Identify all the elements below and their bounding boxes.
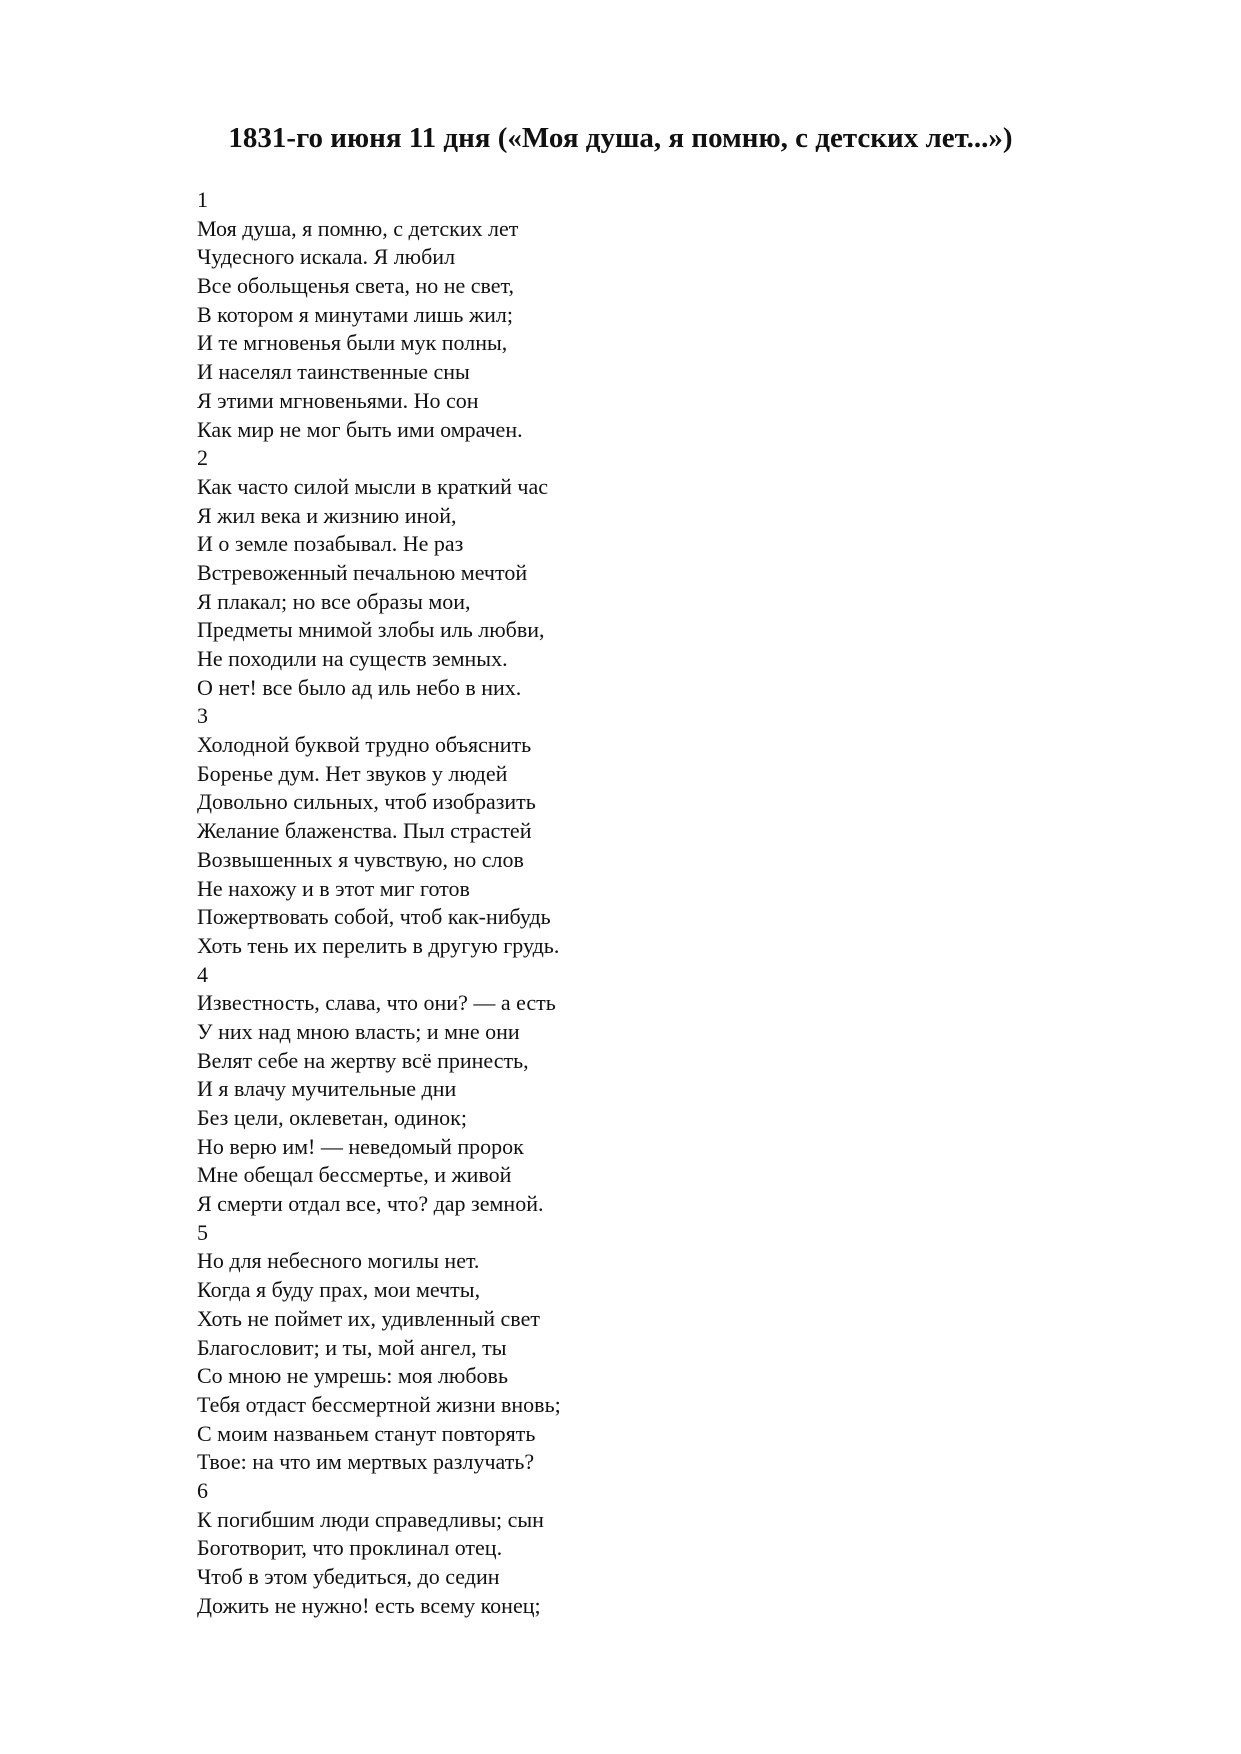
document-title: 1831-го июня 11 дня («Моя душа, я помню, с детских лет...») (228, 122, 1013, 154)
poem-line: Боготворит, что проклинал отец. (197, 1535, 503, 1561)
stanza-number: 4 (197, 961, 208, 987)
poem-line: Велят себе на жертву всё принесть, (197, 1047, 529, 1073)
stanza-number: 6 (197, 1477, 208, 1503)
stanza-number: 5 (197, 1219, 208, 1245)
poem-line: Чудесного искала. Я любил (197, 244, 456, 270)
poem-line: Когда я буду прах, мои мечты, (197, 1277, 481, 1303)
poem-line: Мне обещал бессмертье, и живой (197, 1162, 512, 1188)
poem-line: Как часто силой мысли в краткий час (197, 473, 548, 499)
poem-line: Я этими мгновеньями. Но сон (197, 387, 479, 413)
poem-line: Не походили на существ земных. (197, 646, 508, 671)
poem-line: В котором я минутами лишь жил; (197, 301, 514, 327)
poem-line: У них над мною власть; и мне они (197, 1018, 520, 1044)
poem-line: Довольно сильных, чтоб изобразить (197, 789, 536, 815)
poem-line: Желание блаженства. Пыл страстей (197, 818, 532, 844)
poem-body (197, 186, 1097, 1620)
poem-line: Холодной буквой трудно объяснить (197, 732, 532, 758)
poem-line: Все обольщенья света, но не свет, (197, 273, 515, 299)
poem-line: Я жил века и жизнию иной, (197, 502, 457, 528)
poem-line: К погибшим люди справедливы; сын (197, 1506, 544, 1532)
poem-line: Но для небесного могилы нет. (197, 1248, 480, 1274)
poem-line: С моим названьем станут повторять (197, 1420, 536, 1446)
poem-line: Твое: на что им мертвых разлучать? (197, 1449, 535, 1475)
poem-line: Чтоб в этом убедиться, до седин (197, 1564, 500, 1589)
poem-line: Я смерти отдал все, что? дар земной. (197, 1191, 544, 1217)
stanza-number: 1 (197, 187, 208, 212)
poem-line: И те мгновенья были мук полны, (197, 330, 508, 356)
poem-line: Не нахожу и в этот миг готов (197, 875, 470, 901)
poem-line: Дожить не нужно! есть всему конец; (197, 1592, 541, 1618)
poem-line: Встревоженный печальною мечтой (197, 559, 528, 585)
poem-line: Боренье дум. Нет звуков у людей (197, 760, 508, 786)
poem-line: О нет! все было ад иль небо в них. (197, 674, 522, 700)
poem-line: Благословит; и ты, мой ангел, ты (197, 1334, 507, 1360)
poem-line: Возвышенных я чувствую, но слов (197, 846, 524, 872)
poem-line: Известность, слава, что они? — а есть (197, 990, 556, 1016)
poem-line: Я плакал; но все образы мои, (197, 588, 471, 614)
poem-line: Предметы мнимой злобы иль любви, (197, 617, 545, 643)
poem-line: Пожертвовать собой, чтоб как-нибудь (197, 904, 551, 930)
poem-line: Хоть не поймет их, удивленный свет (197, 1305, 540, 1331)
stanza-number: 3 (197, 703, 208, 729)
poem-line: Как мир не мог быть ими омрачен. (197, 416, 523, 442)
poem-line: Но верю им! — неведомый пророк (197, 1133, 524, 1159)
poem-line: Хоть тень их перелить в другую грудь. (197, 932, 560, 958)
poem-line: И населял таинственные сны (197, 359, 470, 385)
poem-line: И о земле позабывал. Не раз (197, 531, 464, 557)
poem-line: Без цели, оклеветан, одинок; (197, 1105, 467, 1130)
poem-line: И я влачу мучительные дни (197, 1076, 457, 1102)
poem-line: Моя душа, я помню, с детских лет (197, 215, 519, 241)
poem-line: Тебя отдаст бессмертной жизни вновь; (197, 1391, 561, 1417)
poem-line: Со мною не умрешь: моя любовь (197, 1363, 508, 1389)
stanza-number: 2 (197, 445, 208, 471)
